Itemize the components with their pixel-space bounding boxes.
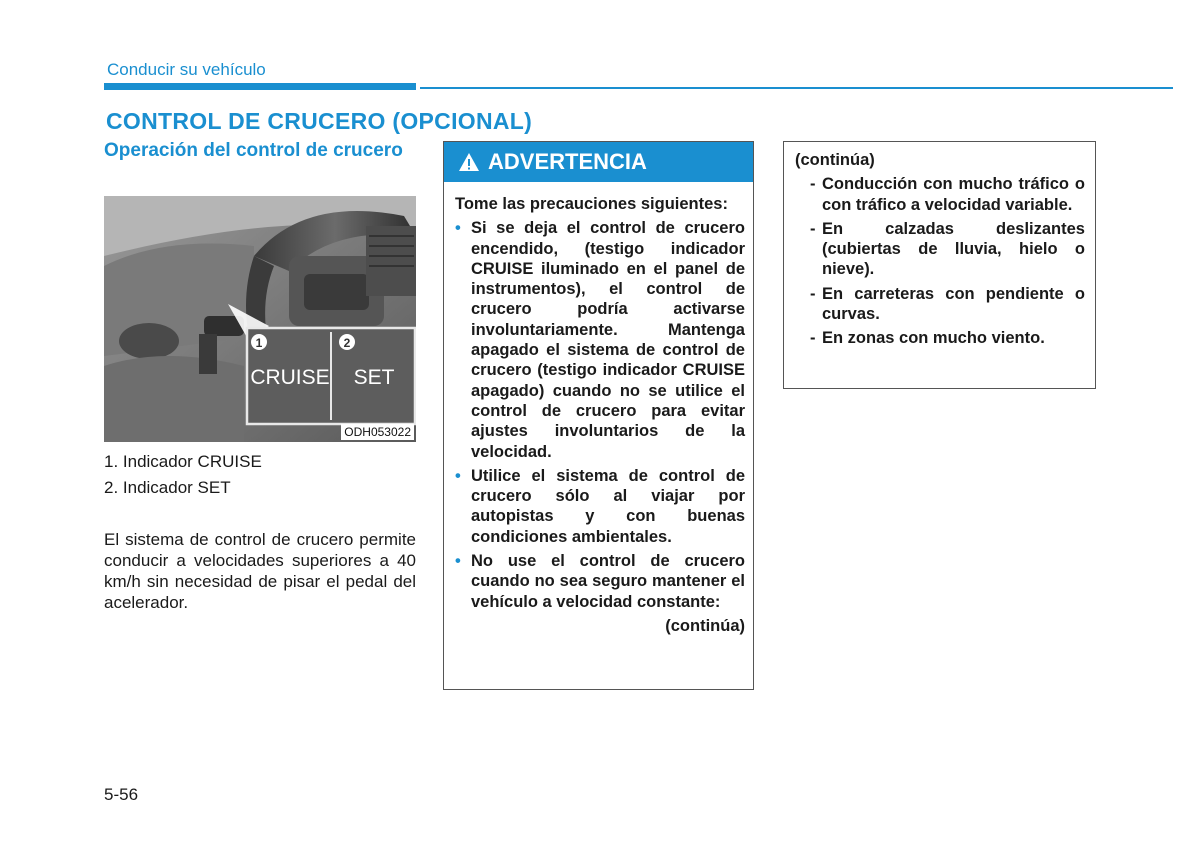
warning-body [455,194,745,636]
continued-label: (continúa) [795,151,875,169]
warning-triangle-icon [458,152,480,172]
continued-body [795,150,1085,349]
body-paragraph: El sistema de control de crucero permite conducir a velocidades superiores a 40 km/h sin necesidad de pisar el pedal del acelerador. [104,530,416,612]
warning-bullet-text: Utilice el sistema de control de crucero sólo al viajar por autopistas y con buenas condiciones ambientales. [471,466,745,546]
continues-label: (continúa) [665,616,745,635]
dashboard-photo [104,196,416,442]
warning-bullet-text: No use el control de crucero cuando no sea seguro mantener el vehículo a velocidad constante: [471,552,745,611]
continued-item: - En carreteras con pendiente o curvas. [810,284,1085,324]
dashboard-illustration [104,196,416,442]
continued-item: - En zonas con mucho viento. [810,329,1045,348]
warning-bullet [455,218,745,462]
warning-title: ADVERTENCIA [488,149,647,174]
warning-bullet [455,466,745,547]
warning-header [444,142,753,182]
header-bar [104,83,416,90]
warning-bullet-text: Si se deja el control de crucero encendido, (testigo indicador CRUISE iluminado en el panel de instrumentos), el control de crucero podría activarse involuntariamente. Mantenga apagado el sistema de control de crucero (testigo indicador CRUISE apagado) cuando no se utilice el control de crucero para evitar ajustes involuntarios de la velocidad. [471,219,745,461]
continued-item-text: En calzadas deslizantes (cubiertas de lluvia, hielo o nieve). [822,219,1085,279]
bullet-dot-icon: • [455,219,461,238]
legend-item-cruise: 1. Indicador CRUISE [104,452,262,471]
section-label: Conducir su vehículo [107,60,266,79]
legend-item-set: 2. Indicador SET [104,478,231,497]
header-rule [420,87,1173,89]
subsection-title: Operación del control de crucero [104,140,403,161]
page-number: 5-56 [104,785,139,804]
continued-item-text: En zonas con mucho viento. [822,329,1045,348]
set-indicator-label: SET [353,366,395,389]
continued-item: - Conducción con mucho tráfico o con tráfico a velocidad variable. [810,175,1085,214]
continued-warning-box [783,141,1096,389]
continued-item-text: Conducción con mucho tráfico o con tráfico a velocidad variable. [822,175,1085,214]
continued-item: - En calzadas deslizantes (cubiertas de lluvia, hielo o nieve). [810,219,1085,279]
bullet-dot-icon: • [455,552,461,571]
callout-1-number: 1 [255,336,263,350]
cruise-indicator-label: CRUISE [250,366,330,389]
callout-2-number: 2 [343,336,351,350]
page-title: CONTROL DE CRUCERO (OPCIONAL) [106,108,533,134]
bullet-dot-icon: • [455,466,461,485]
warning-box [443,141,754,690]
warning-intro: Tome las precauciones siguientes: [455,195,728,213]
continued-item-text: En carreteras con pendiente o curvas. [822,284,1085,324]
warning-bullet [455,551,745,612]
figure-code: ODH053022 [341,424,414,440]
